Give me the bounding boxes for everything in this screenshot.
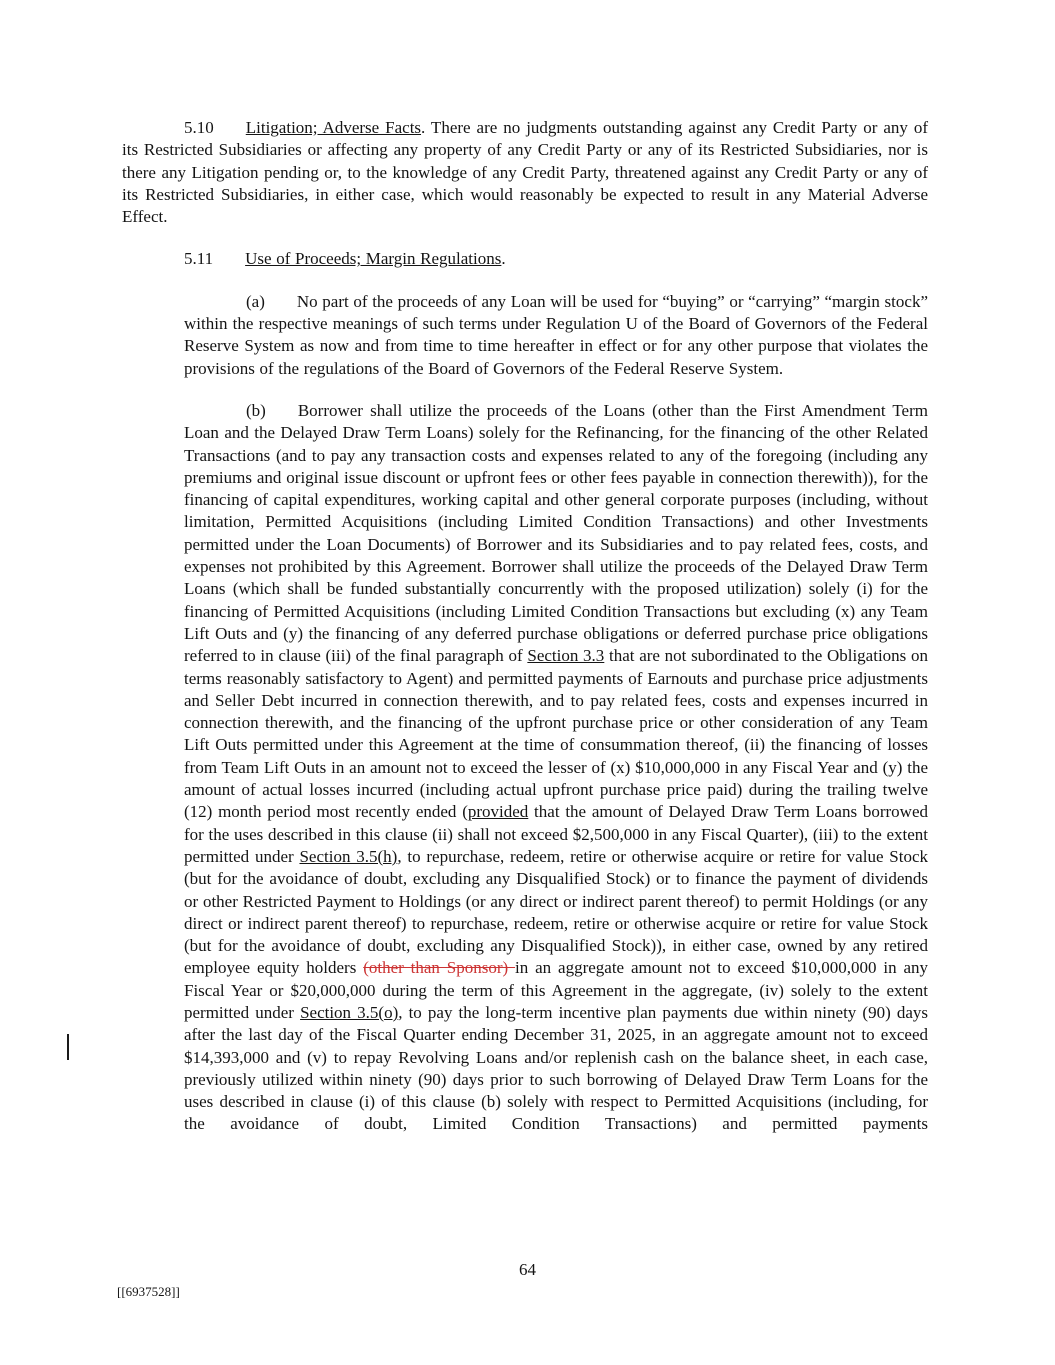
section-body: . There are no judgments outstanding against any Credit Party or any of its Restricted Subsidiaries or affecting any property of any Credit Party or any of its Restricted Subsidiaries, nor is there any Litigation pending or, to the knowledge of any Credit Party, threatened against any Credit Party or any of its Restricted Subsidiaries, in either case, which would reasonably be expected to result in any Material Adverse Effect. [122,118,928,227]
proviso-term: provided [467,802,529,822]
section-heading: Use of Proceeds; Margin Regulations [245,249,502,269]
cross-reference: Section 3.3 [527,646,605,666]
tab-spacer [265,291,297,313]
clause-body: , to repurchase, redeem, retire or otherwise acquire or retire for value Stock (but for the avoidance of doubt, excluding any Disqualified Stock) or to finance the payment of dividends or other Restricted Payment to Holdings (or any direct or indirect parent thereof) to permit Holdings (or any direct or indirect parent thereof) to repurchase, redeem, retire or otherwise acquire or retire for value Stock (but for the avoidance of doubt, excluding any Disqualified Stock)), in either case, owned by any retired employee equity holders [184,846,929,978]
page-content [122,117,928,1156]
paragraph-section-5-11 [122,248,928,270]
clause-body: No part of the proceeds of any Loan will be used for “buying” or “carrying” “margin stock” within the respective meanings of such terms under Regulation U of the Board of Governors of the Federal Reserve System as now and from time to time hereafter in effect or for any other purpose that violates the provisions of the regulations of the Board of Governors of the Federal Reserve System. [184,291,928,378]
document-id-stamp: [[6937528]] [117,1284,180,1299]
clause-body: , to pay the long-term incentive plan payments due within ninety (90) days after the last day of the Fiscal Quarter ending December 31, 2025, in an aggregate amount not to exceed $14,393,000 and (v) to repay Revolving Loans and/or replenish cash on the balance sheet, in each case, previously utilized within ninety (90) days prior to such borrowing of Delayed Draw Term Loans for the uses described in clause (i) of this clause (b) solely with respect to Permitted Acquisitions (including, for the avoidance of doubt, Limited Condition Transactions) and permitted payments [184,1002,928,1134]
section-body: . [501,249,506,269]
section-heading: Litigation; Adverse Facts [245,118,422,137]
cross-reference: Section 3.5(h) [299,846,398,866]
clause-body: in an aggregate amount not to exceed $10,000,000 in any Fiscal Year or $20,000,000 during the term of this Agreement in the aggregate, (iv) solely to the extent permitted under [184,958,929,1022]
tab-spacer [266,400,298,422]
revision-change-bar [67,1034,69,1060]
clause-label: (a) [246,291,265,311]
section-number: 5.11 [184,249,214,269]
cross-reference: Section 3.5(o) [300,1002,399,1022]
page-number: 64 [519,1260,536,1279]
tab-spacer [213,248,245,270]
tab-spacer [214,117,246,139]
clause-body: Borrower shall utilize the proceeds of the Loans (other than the First Amendment Term Loan and the Delayed Draw Term Loans) solely for the Refinancing, for the financing of the other Related Transactions (and to pay any transaction costs and expenses related to any of the foregoing (including any premiums and original issue discount or upfront fees or other fees payable in connection therewith)), for the financing of capital expenditures, working capital and other general corporate purposes (including, without limitation, Permitted Acquisitions (including Limited Condition Transactions) and other Investments permitted under the Loan Documents) of Borrower and its Subsidiaries and to pay related fees, costs, and expenses not prohibited by this Agreement. Borrower shall utilize the proceeds of the Delayed Draw Term Loans (which shall be funded substantially concurrently with the proposed utilization) solely (i) for the financing of Permitted Acquisitions (including Limited Condition Transactions but excluding (x) any Team Lift Outs and (y) the financing of any deferred purchase obligations or deferred purchase price obligations referred to in clause (iii) of the final paragraph of [184,400,928,666]
paragraph-clause-a [184,291,928,380]
clause-body: that are not subordinated to the Obligations on terms reasonably satisfactory to Agent) and permitted payments of Earnouts and purchase price adjustments and Seller Debt incurred in connection therewith, and to pay related fees, costs and expenses incurred in connection therewith, and the financing of the upfront purchase price or other consideration of any Team Lift Outs permitted under this Agreement at the time of consummation thereof, (ii) the financing of losses from Team Lift Outs in an amount not to exceed the lesser of (x) $10,000,000 in any Fiscal Year and (y) the amount of actual losses incurred (including actual upfront purchase price paid) during the trailing twelve (12) month period most recently ended ( [184,646,928,822]
paragraph-clause-b [184,400,928,1136]
clause-body: that the amount of Delayed Draw Term Loans borrowed for the uses described in this clause (ii) shall not exceed $2,500,000 in any Fiscal Quarter), (iii) to the extent permitted under [184,802,929,866]
clause-label: (b) [246,400,266,420]
paragraph-section-5-10 [122,117,928,228]
section-number: 5.10 [184,118,214,137]
deleted-text: (other than Sponsor) [363,958,516,978]
